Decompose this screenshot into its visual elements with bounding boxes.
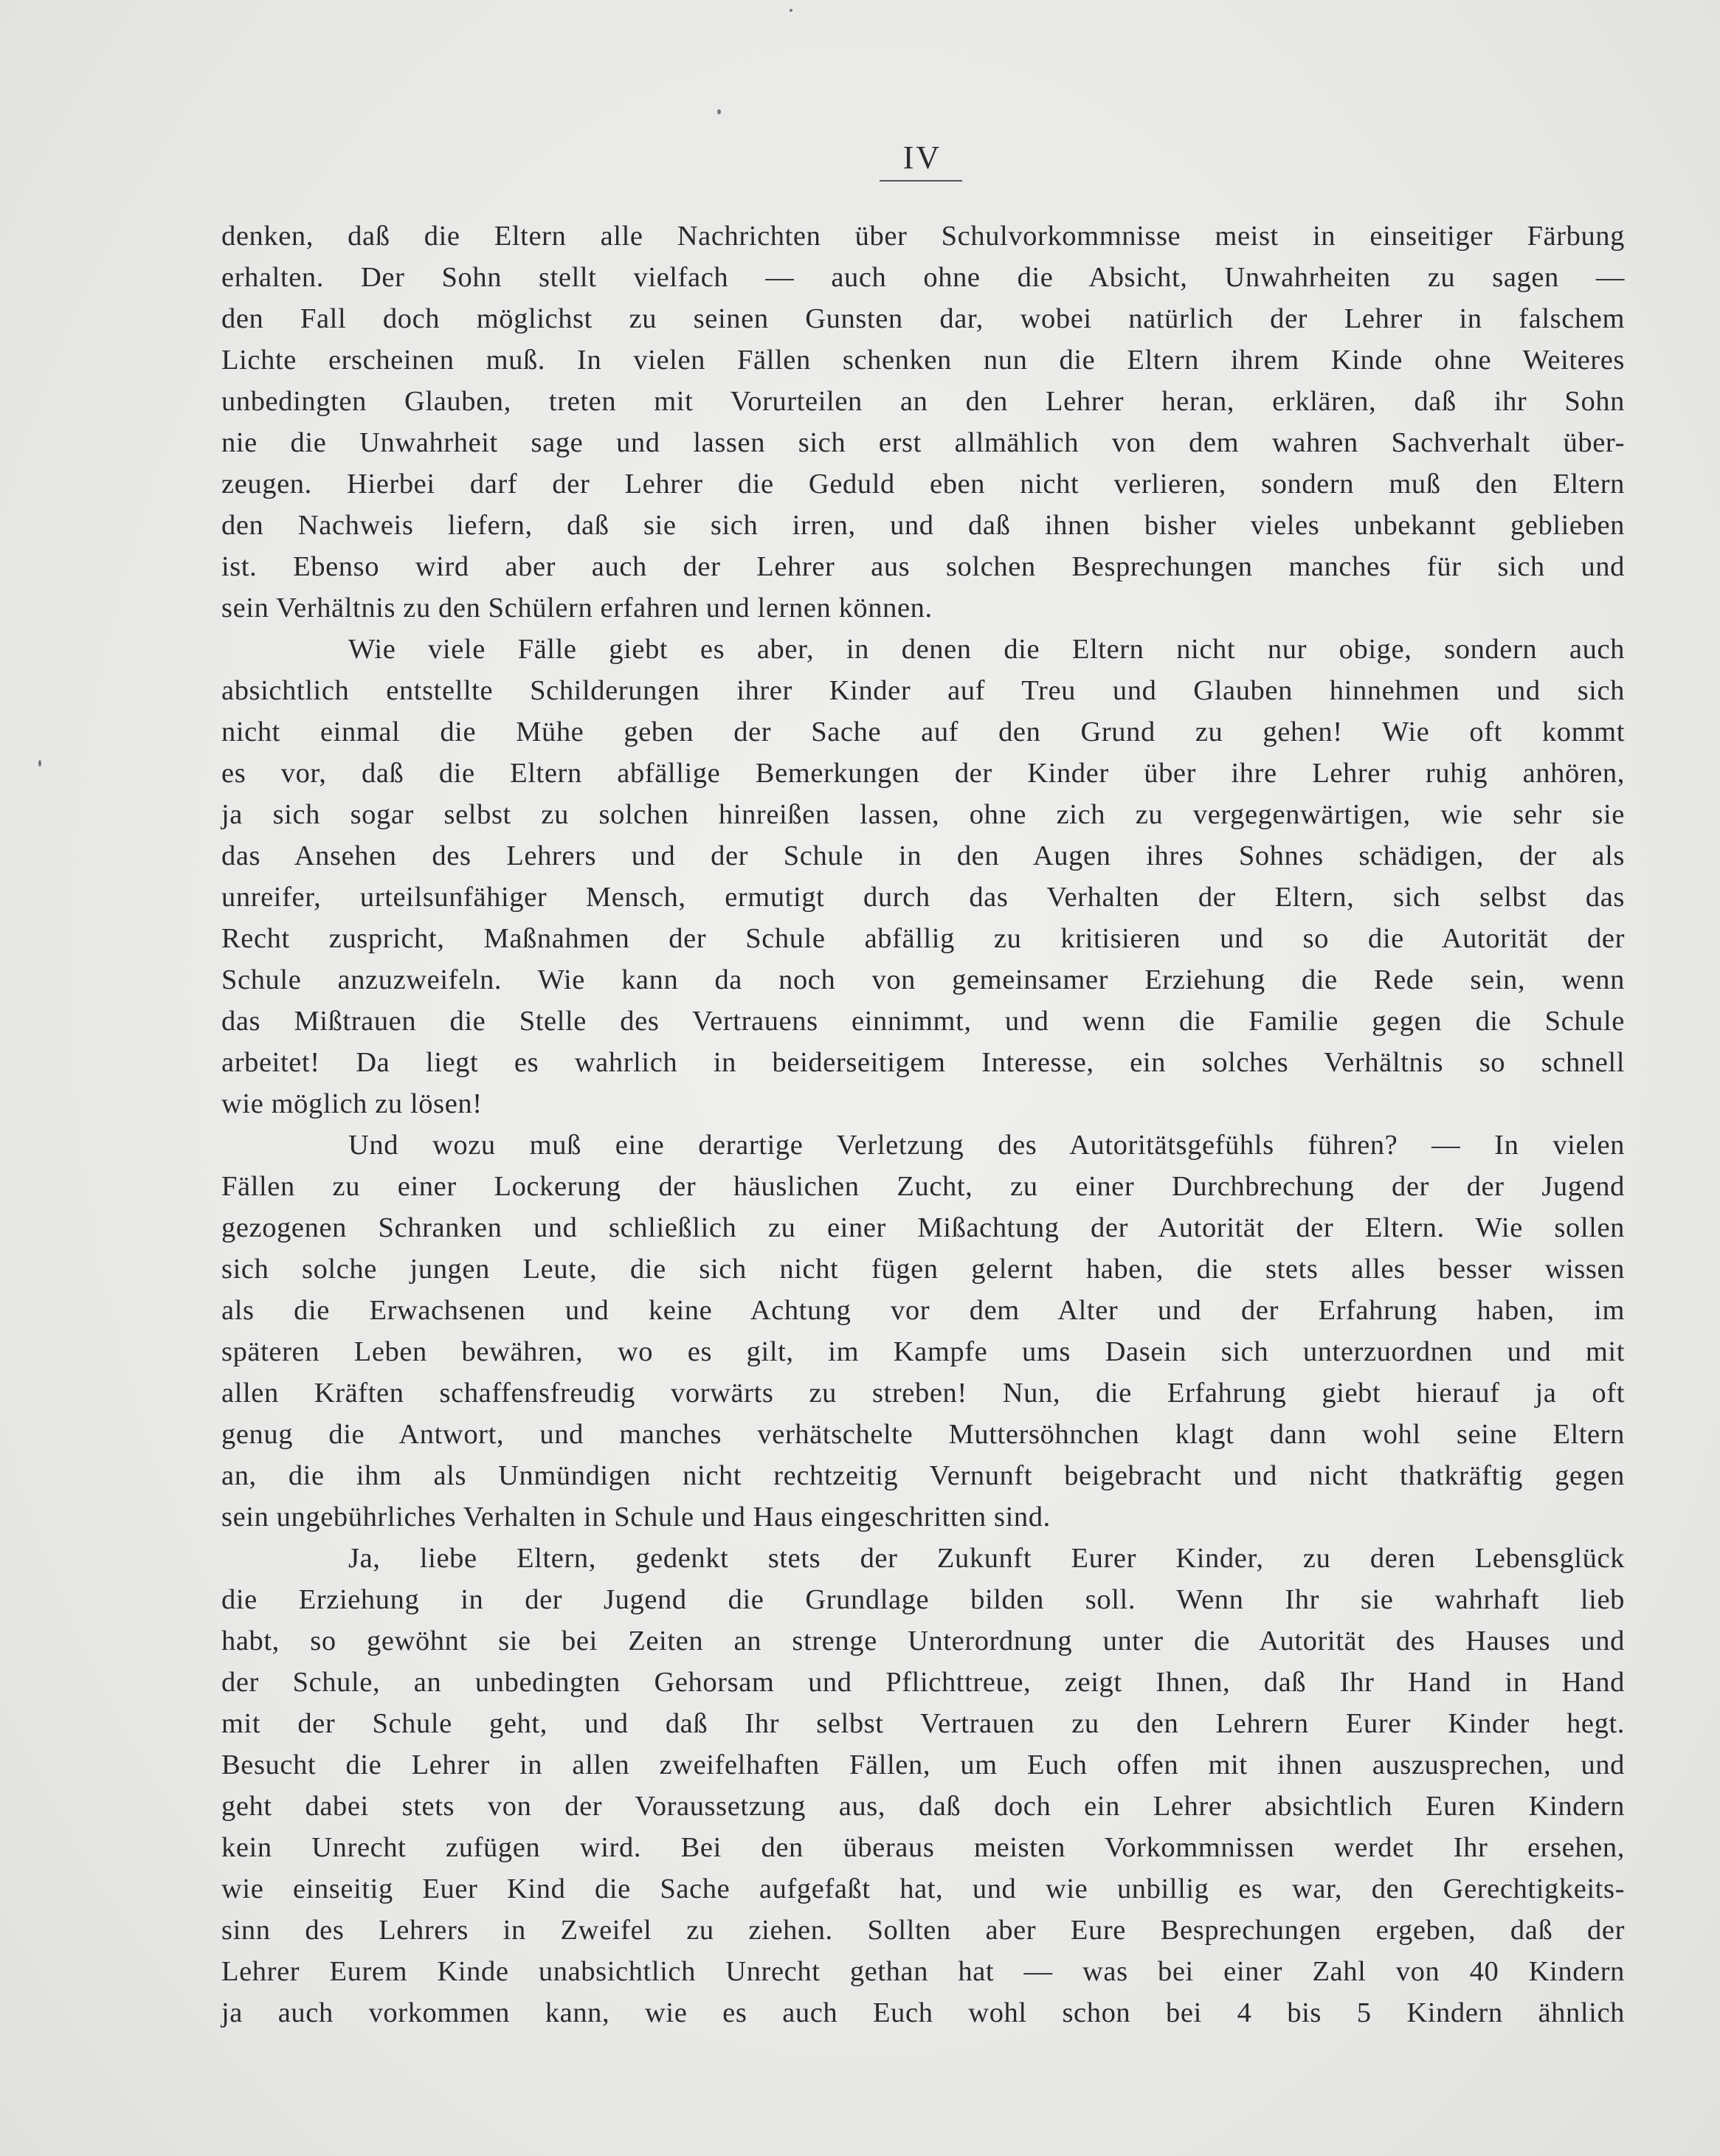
text-line: Und wozu muß eine derartige Verletzung des Autoritätsgefühls führen? — In vielen	[348, 1130, 1625, 1161]
text-line: sich solche jungen Leute, die sich nicht fügen gelernt haben, die stets alles besser wissen	[221, 1254, 1625, 1285]
text-line: sinn des Lehrers in Zweifel zu ziehen. Sollten aber Eure Besprechungen ergeben, daß der	[221, 1915, 1625, 1946]
text-line: als die Erwachsenen und keine Achtung vor dem Alter und der Erfahrung haben, im	[221, 1295, 1625, 1326]
text-line: gezogenen Schranken und schließlich zu einer Mißachtung der Autorität der Eltern. Wie sollen	[221, 1212, 1625, 1243]
body-text	[221, 215, 1625, 2075]
text-line: Recht zuspricht, Maßnahmen der Schule abfällig zu kritisieren und so die Autorität der	[221, 923, 1625, 954]
text-line: unreifer, urteilsunfähiger Mensch, ermutigt durch das Verhalten der Eltern, sich selbst das	[221, 882, 1625, 913]
text-line: späteren Leben bewähren, wo es gilt, im Kampfe ums Dasein sich unterzuordnen und mit	[221, 1336, 1625, 1367]
page-number-rule	[880, 180, 962, 182]
text-line: allen Kräften schaffensfreudig vorwärts zu streben! Nun, die Erfahrung giebt hierauf ja oft	[221, 1378, 1625, 1409]
text-line: nicht einmal die Mühe geben der Sache auf den Grund zu gehen! Wie oft kommt	[221, 716, 1625, 747]
text-line	[221, 2034, 1625, 2075]
text-line: sein ungebührliches Verhalten in Schule und Haus eingeschritten sind.	[221, 1502, 1051, 1533]
text-line: absichtlich entstellte Schilderungen ihrer Kinder auf Treu und Glauben hinnehmen und sich	[221, 675, 1625, 706]
text-line: wie möglich zu lösen!	[221, 1088, 483, 1119]
text-line: sein Verhältnis zu den Schülern erfahren und lernen können.	[221, 592, 933, 623]
text-line: den Nachweis liefern, daß sie sich irren, und daß ihnen bisher vieles unbekannt geblieben	[221, 510, 1625, 541]
text-line: Schule anzuzweifeln. Wie kann da noch von gemeinsamer Erziehung die Rede sein, wenn	[221, 964, 1625, 995]
text-line: unbedingten Glauben, treten mit Vorurteilen an den Lehrer heran, erklären, daß ihr Sohn	[221, 386, 1625, 417]
text-line: geht dabei stets von der Voraussetzung aus, daß doch ein Lehrer absichtlich Euren Kindern	[221, 1791, 1625, 1822]
text-line: Besucht die Lehrer in allen zweifelhaften Fällen, um Euch offen mit ihnen auszusprechen, und	[221, 1749, 1625, 1780]
text-line: kein Unrecht zufügen wird. Bei den überaus meisten Vorkommnissen werdet Ihr ersehen,	[221, 1832, 1625, 1863]
text-line: Fällen zu einer Lockerung der häuslichen Zucht, zu einer Durchbrechung der der Jugend	[221, 1171, 1625, 1202]
text-line: das Mißtrauen die Stelle des Vertrauens einnimmt, und wenn die Familie gegen die Schule	[221, 1006, 1625, 1037]
scan-speck	[38, 760, 41, 767]
text-line: arbeitet! Da liegt es wahrlich in beiderseitigem Interesse, ein solches Verhältnis so schnell	[221, 1047, 1625, 1078]
text-line: an, die ihm als Unmündigen nicht rechtzeitig Vernunft beigebracht und nicht thatkräftig gegen	[221, 1460, 1625, 1491]
text-line: genug die Antwort, und manches verhätschelte Muttersöhnchen klagt dann wohl seine Eltern	[221, 1419, 1625, 1450]
text-line: den Fall doch möglichst zu seinen Gunsten dar, wobei natürlich der Lehrer in falschem	[221, 303, 1625, 334]
text-line: die Erziehung in der Jugend die Grundlage bilden soll. Wenn Ihr sie wahrhaft lieb	[221, 1584, 1625, 1615]
text-line: ja auch vorkommen kann, wie es auch Euch wohl schon bei 4 bis 5 Kindern ähnlich	[221, 1997, 1625, 2028]
text-line: mit der Schule geht, und daß Ihr selbst Vertrauen zu den Lehrern Eurer Kinder hegt.	[221, 1708, 1625, 1739]
text-line: ist. Ebenso wird aber auch der Lehrer aus solchen Besprechungen manches für sich und	[221, 551, 1625, 582]
scan-speck	[717, 109, 721, 114]
text-line: Wie viele Fälle giebt es aber, in denen die Eltern nicht nur obige, sondern auch	[348, 634, 1625, 665]
text-line: der Schule, an unbedingten Gehorsam und Pflichttreue, zeigt Ihnen, daß Ihr Hand in Hand	[221, 1667, 1625, 1698]
text-line: nie die Unwahrheit sage und lassen sich erst allmählich von dem wahren Sachverhalt über-	[221, 427, 1625, 458]
text-line: Lehrer Eurem Kinde unabsichtlich Unrecht gethan hat — was bei einer Zahl von 40 Kindern	[221, 1956, 1625, 1987]
text-line: es vor, daß die Eltern abfällige Bemerkungen der Kinder über ihre Lehrer ruhig anhören,	[221, 758, 1625, 789]
text-line: Ja, liebe Eltern, gedenkt stets der Zukunft Eurer Kinder, zu deren Lebensglück	[348, 1543, 1625, 1574]
page-number: IV	[902, 139, 942, 176]
text-line: wie einseitig Euer Kind die Sache aufgefaßt hat, und wie unbillig es war, den Gerechtigkeits-	[221, 1873, 1625, 1904]
text-line: zeugen. Hierbei darf der Lehrer die Geduld eben nicht verlieren, sondern muß den Eltern	[221, 469, 1625, 500]
text-line: erhalten. Der Sohn stellt vielfach — auch ohne die Absicht, Unwahrheiten zu sagen —	[221, 262, 1625, 293]
text-line: habt, so gewöhnt sie bei Zeiten an strenge Unterordnung unter die Autorität des Hauses und	[221, 1625, 1625, 1656]
text-line: ja sich sogar selbst zu solchen hinreißen lassen, ohne zich zu vergegenwärtigen, wie sehr sie	[221, 799, 1625, 830]
scan-speck	[790, 9, 792, 12]
text-line: denken, daß die Eltern alle Nachrichten über Schulvorkommnisse meist in einseitiger Färbung	[221, 221, 1625, 252]
text-line: das Ansehen des Lehrers und der Schule in den Augen ihres Sohnes schädigen, der als	[221, 840, 1625, 871]
text-line: Lichte erscheinen muß. In vielen Fällen schenken nun die Eltern ihrem Kinde ohne Weiteres	[221, 345, 1625, 376]
